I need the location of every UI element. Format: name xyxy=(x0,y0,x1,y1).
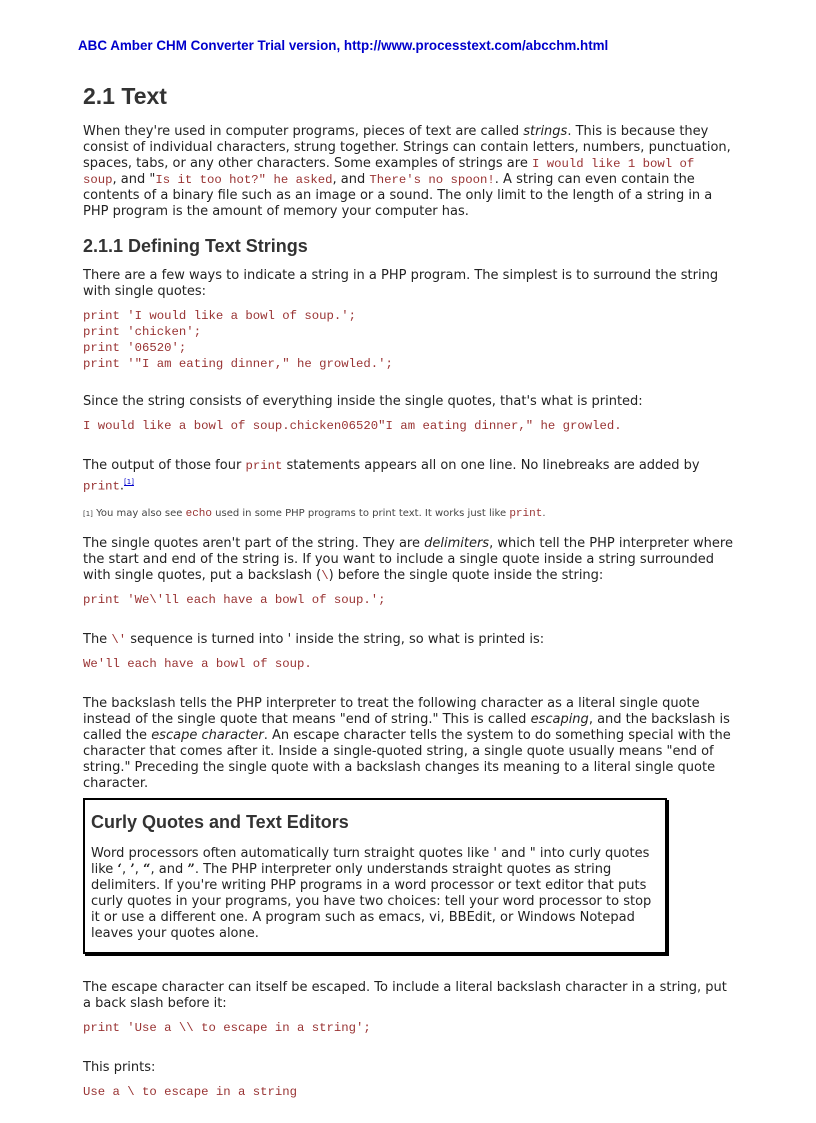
output-block: I would like a bowl of soup.chicken06520"I am eating dinner," he growled. xyxy=(83,419,622,433)
page-title: 2.1 Text xyxy=(83,83,167,109)
text: , which tell the PHP interpreter where the start and end of the string is. If you want to include a single quote inside a string surrounded with single quotes, put a backslash ( xyxy=(83,536,733,584)
inline-code: There's no spoon! xyxy=(369,173,495,187)
paragraph: There are a few ways to indicate a string in a PHP program. The simplest is to surround the string with single quotes: xyxy=(83,268,719,299)
emphasis: strings xyxy=(523,124,568,139)
inline-code: Is it too hot?" he asked xyxy=(155,173,333,187)
paragraph: This prints: xyxy=(83,1060,156,1076)
section-title: 2.1.1 Defining Text Strings xyxy=(83,236,308,256)
paragraph: Since the string consists of everything inside the single quotes, that's what is printed: xyxy=(83,394,643,409)
inline-code: \' xyxy=(111,633,127,648)
code-block xyxy=(83,308,733,372)
sidebar-text xyxy=(91,846,659,942)
code-line: print 'I would like a bowl of soup.'; xyxy=(83,309,357,323)
text: . An escape character tells the system to do something special with the character that comes after it. Inside a single-quoted string, a single quote usually means "end of string." Preceding the single quote with a backslash changes its meaning to a literal single quote character. xyxy=(83,728,731,792)
paragraph xyxy=(83,458,733,494)
footnote xyxy=(83,506,733,522)
text: , and xyxy=(332,172,370,187)
text: . xyxy=(119,478,125,494)
paragraph xyxy=(83,632,733,648)
code-line: print '"I am eating dinner," he growled.'; xyxy=(83,357,393,371)
text: The output of those four xyxy=(83,458,246,473)
text: The xyxy=(83,632,112,648)
inline-code: print xyxy=(509,508,543,521)
sidebar-title: Curly Quotes and Text Editors xyxy=(91,812,349,833)
curly-quote: “ xyxy=(143,862,151,878)
paragraph xyxy=(83,696,733,792)
output-block: Use a \ to escape in a string xyxy=(83,1085,298,1100)
text: Word processors often automatically turn straight quotes like ' and " into curly quotes like xyxy=(91,846,650,878)
page-content xyxy=(83,80,733,1100)
inline-code: \ xyxy=(321,569,329,584)
footnote-link[interactable]: [1] xyxy=(124,478,134,486)
text: , and " xyxy=(112,172,156,187)
inline-code: print xyxy=(245,459,283,473)
inline-code: print xyxy=(83,479,120,494)
inline-code: I would like 1 bowl of soup xyxy=(83,157,695,187)
footnote-marker: [1] xyxy=(83,510,93,519)
code-line: print '06520'; xyxy=(83,341,187,355)
curly-quote: ” xyxy=(187,862,195,878)
curly-quote: ‘ xyxy=(117,862,122,878)
text: . The PHP interpreter only understands straight quotes as string delimiters. If you're writing PHP programs in a word processor or text editor that puts curly quotes in your programs, you have two choices: tell your word processor to stop it or use a different one. A program such as emacs, vi, BBEdit, or Windows Notepad leaves your quotes alone. xyxy=(91,862,652,942)
text: statements appears all on one line. No linebreaks are added by xyxy=(282,458,700,473)
text: . This is because they consist of individual characters, strung together. Strings can contain letters, numbers, punctuation, spaces, tabs, or any other characters. Some examples of strings are xyxy=(83,124,731,171)
text: sequence is turned into ' inside the string, so what is printed is: xyxy=(126,632,545,648)
text: , xyxy=(134,862,144,878)
text: The single quotes aren't part of the string. They are xyxy=(83,536,425,552)
text: , and the backslash is called the xyxy=(83,712,730,744)
text: . A string can even contain the contents of a binary file such as an image or a sound. The only limit to the length of a string in a PHP program is the amount of memory your computer has. xyxy=(83,172,713,219)
intro-paragraph xyxy=(83,124,733,220)
text: , and xyxy=(150,862,188,878)
inline-code: echo xyxy=(185,508,212,521)
code-block: print 'We\'ll each have a bowl of soup.'; xyxy=(83,593,386,608)
text: The backslash tells the PHP interpreter to treat the following character as a literal single quote instead of the single quote that means "end of string." This is called xyxy=(83,696,700,728)
text: When they're used in computer programs, pieces of text are called xyxy=(83,124,524,139)
output-block: We'll each have a bowl of soup. xyxy=(83,657,312,672)
sidebar-box xyxy=(83,798,667,954)
paragraph xyxy=(83,536,733,584)
trial-banner: ABC Amber CHM Converter Trial version, http://www.processtext.com/abcchm.html xyxy=(78,38,609,53)
paragraph: The escape character can itself be escaped. To include a literal backslash character in a string, put a back slash before it: xyxy=(83,980,727,1012)
code-block: print 'Use a \\ to escape in a string'; xyxy=(83,1021,371,1036)
text: used in some PHP programs to print text. It works just like xyxy=(212,508,510,520)
text: , xyxy=(121,862,131,878)
emphasis: escaping xyxy=(530,712,589,728)
text: ) before the single quote inside the string: xyxy=(328,568,604,584)
curly-quote: ’ xyxy=(130,862,135,878)
text: . xyxy=(542,508,546,520)
code-line: print 'chicken'; xyxy=(83,325,202,339)
emphasis: delimiters xyxy=(424,536,490,552)
text: You may also see xyxy=(92,508,186,520)
emphasis: escape character xyxy=(151,728,264,744)
